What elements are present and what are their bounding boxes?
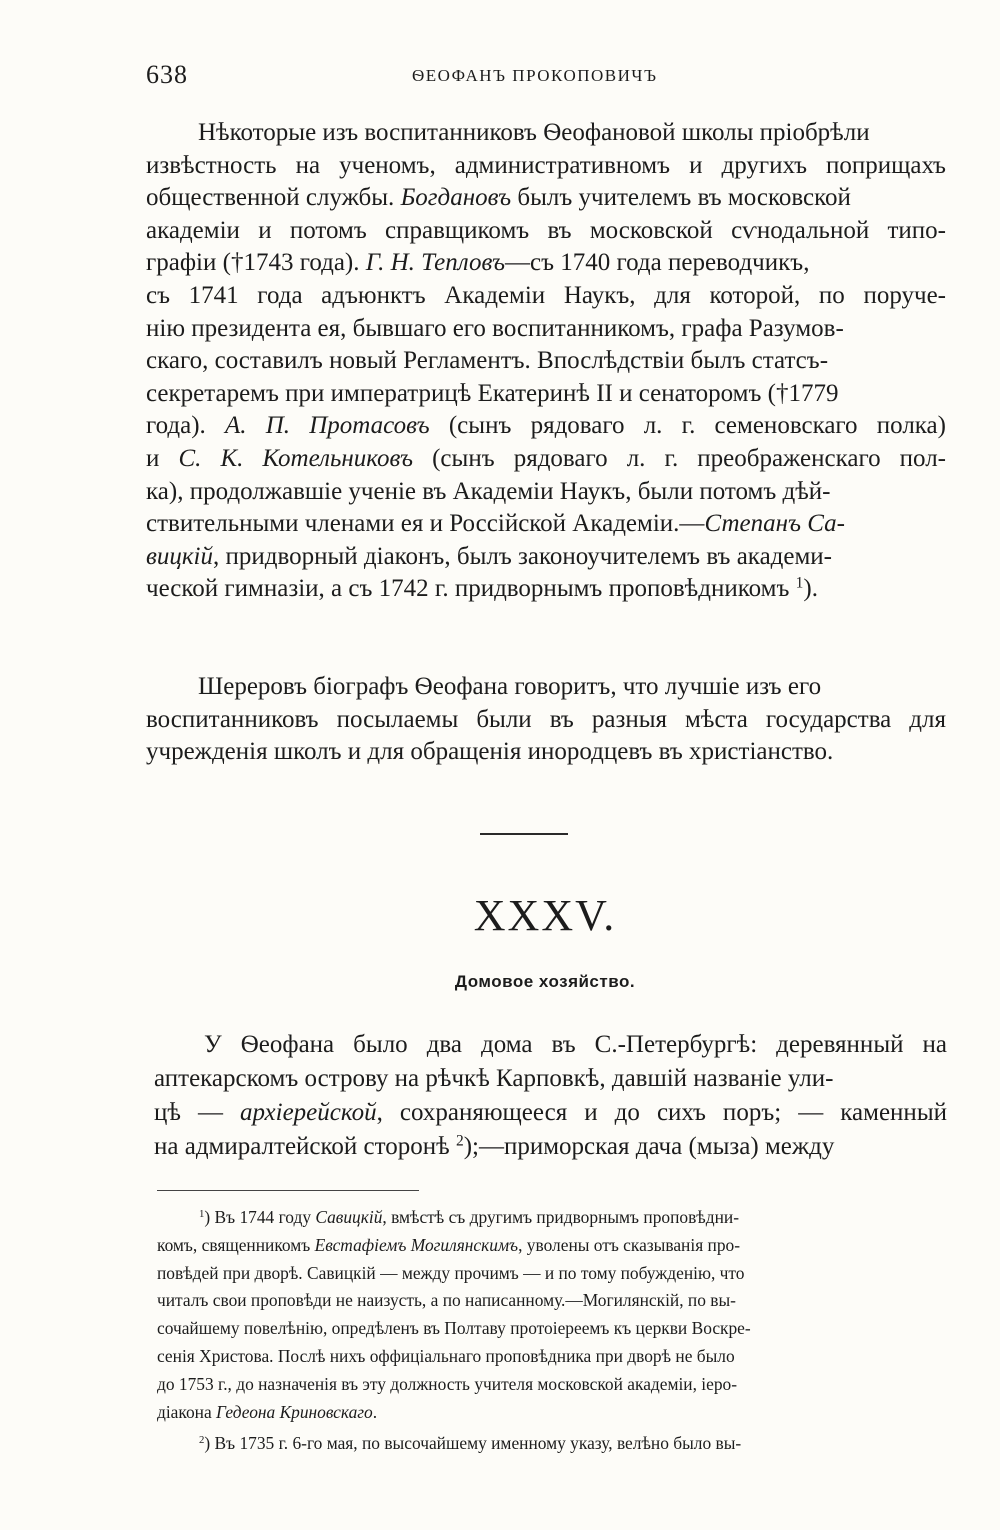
text-line: Нѣкоторые изъ воспитанниковъ Ѳеофановой школы пріобрѣли xyxy=(198,119,870,146)
text-line: ка), продолжавшіе ученіе въ Академіи Наукъ, были потомъ дѣй- xyxy=(146,477,831,505)
footnote-1 xyxy=(157,1204,947,1426)
text-line: ческой гимназіи, а съ 1742 г. придворнымъ проповѣдникомъ $^1$). xyxy=(146,574,818,603)
section-divider xyxy=(480,833,568,835)
text-line: года). А. П. Протасовъ (сынъ рядоваго л. г. семеновскаго полка) xyxy=(146,412,946,440)
text-line: графіи (†1743 года). Г. Н. Тепловъ—съ 1740 года переводчикъ, xyxy=(146,249,810,277)
text-line: повѣдей при дворѣ. Савицкій — между прочимъ — и по тому побужденію, что xyxy=(157,1262,745,1283)
footnote-divider xyxy=(157,1190,419,1191)
text-line: читалъ свои проповѣди не наизусть, а по написанному.—Могилянскій, по вы- xyxy=(157,1290,736,1311)
text-line: вицкій, придворный діаконъ, былъ законоучителемъ въ академи- xyxy=(146,542,833,570)
paragraph-houses xyxy=(154,1028,947,1164)
text-line: ствительными членами ея и Россійской Академіи.—Степанъ Са- xyxy=(146,510,845,538)
text-line: $^2$) Въ 1735 г. 6-го мая, по высочайшему именному указу, велѣно было вы- xyxy=(199,1433,742,1454)
text-line: общественной службы. Богдановъ былъ учителемъ въ московской xyxy=(146,184,851,212)
text-line: учрежденія школъ и для обращенія инородцевъ въ христіанство. xyxy=(146,738,834,766)
text-line: аптекарскомъ острову на рѣчкѣ Карповкѣ, давшій названіе ули- xyxy=(154,1065,834,1092)
text-line: нію президента ея, бывшаго его воспитанникомъ, графа Разумов- xyxy=(146,314,844,342)
name-protasov: А. П. Протасовъ xyxy=(225,412,430,440)
street-name: архіерейской xyxy=(240,1099,377,1126)
name-kotelnikov: С. К. Котельниковъ xyxy=(178,444,414,472)
footnote-ref-1[interactable]: 1 xyxy=(795,574,804,592)
name-bogdanov: Богдановъ xyxy=(400,184,512,212)
running-title: ѲЕОФАНЪ ПРОКОПОВИЧЪ xyxy=(412,66,658,85)
text-line: $^1$) Въ 1744 году Савицкій, вмѣстѣ съ другимъ придворнымъ проповѣдни- xyxy=(199,1207,740,1227)
text-line: цѣ — архіерейской, сохраняющееся и до сихъ поръ; — каменный xyxy=(154,1099,947,1126)
name-savitsky-cont: вицкій xyxy=(146,542,213,570)
paragraph-students xyxy=(146,117,946,606)
name-savitsky: Степанъ Са- xyxy=(704,510,845,538)
footnote-marker-1: 1 xyxy=(199,1208,205,1221)
text-line: діакона Гедеона Криновскаго. xyxy=(157,1401,378,1422)
page-header xyxy=(146,60,946,100)
chapter-title: Домовое хозяйство. xyxy=(454,972,636,991)
footnotes xyxy=(157,1204,947,1458)
text-line: У Ѳеофана было два дома въ С.-Петербургѣ: деревянный на xyxy=(204,1031,947,1058)
text-line: на адмиралтейской сторонѣ $^2$);—приморская дача (мыза) между xyxy=(154,1132,835,1160)
text-line: Шереровъ біографъ Ѳеофана говоритъ, что лучшіе изъ его xyxy=(198,673,822,700)
text-line: сочайшему повелѣнію, опредѣленъ въ Полтаву протоіереемъ къ церкви Воскре- xyxy=(157,1318,751,1339)
text-line: комъ, священникомъ Евстафіемъ Могилянскимъ, уволены отъ сказыванія про- xyxy=(157,1234,741,1255)
paragraph-shererov xyxy=(146,671,946,769)
text-line: воспитанниковъ посылаемы были въ разныя мѣста государства для xyxy=(146,705,946,733)
footnote-2 xyxy=(157,1430,947,1458)
text-line: секретаремъ при императрицѣ Екатеринѣ II и сенаторомъ (†1779 xyxy=(146,379,839,407)
text-line: академіи и потомъ справщикомъ въ московской сѵнодальной типо- xyxy=(146,216,946,244)
text-line: скаго, составилъ новый Регламентъ. Впослѣдствіи былъ статсъ- xyxy=(146,347,829,375)
footnote-ref-2[interactable]: 2 xyxy=(455,1132,464,1150)
text-line: сенія Христова. Послѣ нихъ оффиціальнаго проповѣдника при дворѣ не было xyxy=(157,1345,735,1366)
chapter-number: XXXV. xyxy=(473,891,617,940)
name-teplov: Г. Н. Тепловъ xyxy=(365,249,505,277)
page-number: 638 xyxy=(146,60,188,89)
text-line: извѣстность на ученомъ, административномъ и другихъ поприщахъ xyxy=(146,151,946,179)
footnote-marker-2: 2 xyxy=(199,1434,205,1447)
text-line: съ 1741 года адъюнктъ Академіи Наукъ, для которой, по поруче- xyxy=(146,281,946,309)
text-line: и С. К. Котельниковъ (сынъ рядоваго л. г. преображенскаго пол- xyxy=(146,444,947,472)
text-line: до 1753 г., до назначенія въ эту должность учителя московской академіи, іеро- xyxy=(157,1373,738,1394)
